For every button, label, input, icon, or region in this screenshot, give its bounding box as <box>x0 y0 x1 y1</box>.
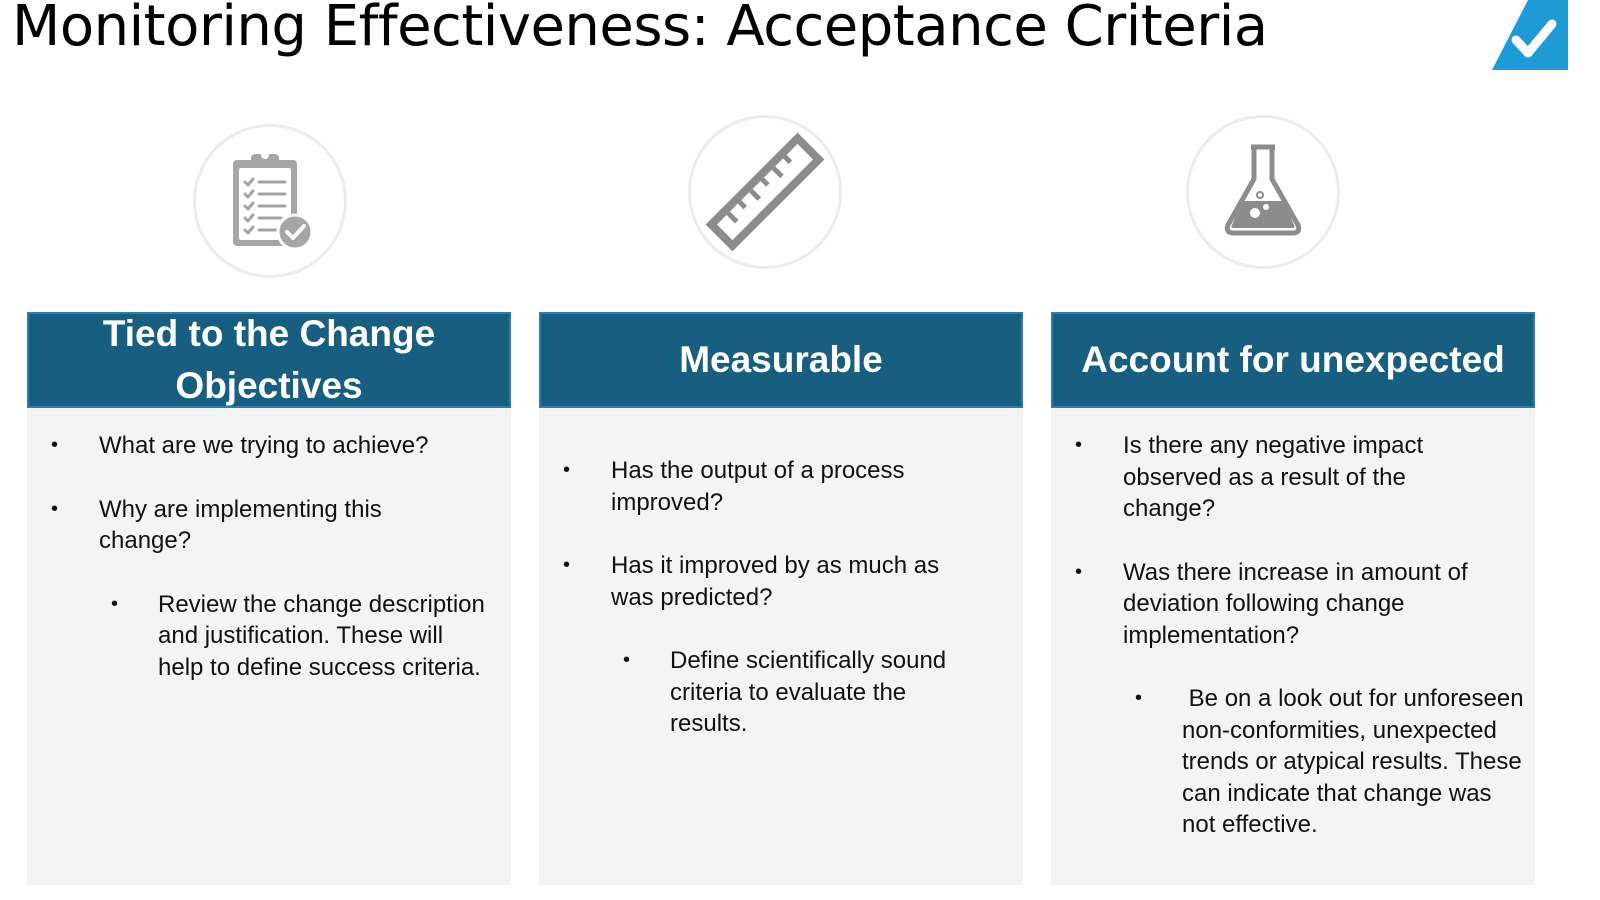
card-header: Measurable <box>539 312 1023 408</box>
list-item <box>539 455 1023 518</box>
bullet-text: Has it improved by as much as was predicted? <box>611 552 940 611</box>
bullet-dot: • <box>51 497 59 520</box>
card-header: Account for unexpected <box>1051 312 1535 408</box>
slide-title: Monitoring Effectiveness: Acceptance Criteria <box>12 0 1268 59</box>
bullet-text: Why are implementing this change? <box>99 495 382 554</box>
card-body <box>1051 430 1535 841</box>
card-body <box>539 455 1023 740</box>
sub-bullet-text: Define scientifically sound criteria to evaluate the results. <box>670 647 947 737</box>
sub-list-item <box>1051 683 1535 841</box>
bullet-text: Is there any negative impact observed as a result of the change? <box>1123 432 1424 522</box>
checkmark-logo-icon <box>1492 0 1568 70</box>
ruler-icon-circle <box>688 115 842 269</box>
list-item <box>1051 557 1535 652</box>
bullet-text: What are we trying to achieve? <box>99 432 429 459</box>
bullet-dot: • <box>1075 434 1083 456</box>
card-measurable <box>539 312 1023 885</box>
bullet-dot: • <box>111 592 119 615</box>
list-item <box>1051 430 1535 525</box>
sub-bullet-text: Be on a look out for unforeseen non-conformities, unexpected trends or atypical results. These can indicate that change was not effective. <box>1182 685 1531 838</box>
bullet-dot: • <box>563 459 571 481</box>
bullet-dot: • <box>563 554 571 576</box>
card-header: Tied to the Change Objectives <box>27 312 511 408</box>
list-item <box>27 430 511 462</box>
list-item <box>27 494 511 557</box>
bullet-dot: • <box>1135 687 1143 709</box>
ruler-icon <box>700 127 830 257</box>
list-item <box>539 550 1023 613</box>
sub-bullet-text: Review the change description and justification. These will help to define success criteria. <box>158 590 485 681</box>
card-tied-to-change-objectives <box>27 312 511 885</box>
sub-list-item <box>539 645 1023 740</box>
bullet-text: Has the output of a process improved? <box>611 457 905 516</box>
bullet-text: Was there increase in amount of deviation following change implementation? <box>1123 558 1468 649</box>
sub-list-item <box>27 589 511 684</box>
card-account-for-unexpected <box>1051 312 1535 885</box>
bullet-dot: • <box>51 434 59 456</box>
bullet-dot: • <box>623 649 631 671</box>
lab-flask-icon <box>1208 137 1318 247</box>
card-body <box>27 430 511 683</box>
lab-flask-icon-circle <box>1186 115 1340 269</box>
bullet-dot: • <box>1075 560 1083 583</box>
clipboard-checklist-icon <box>215 146 325 256</box>
clipboard-checklist-icon-circle <box>193 124 347 278</box>
